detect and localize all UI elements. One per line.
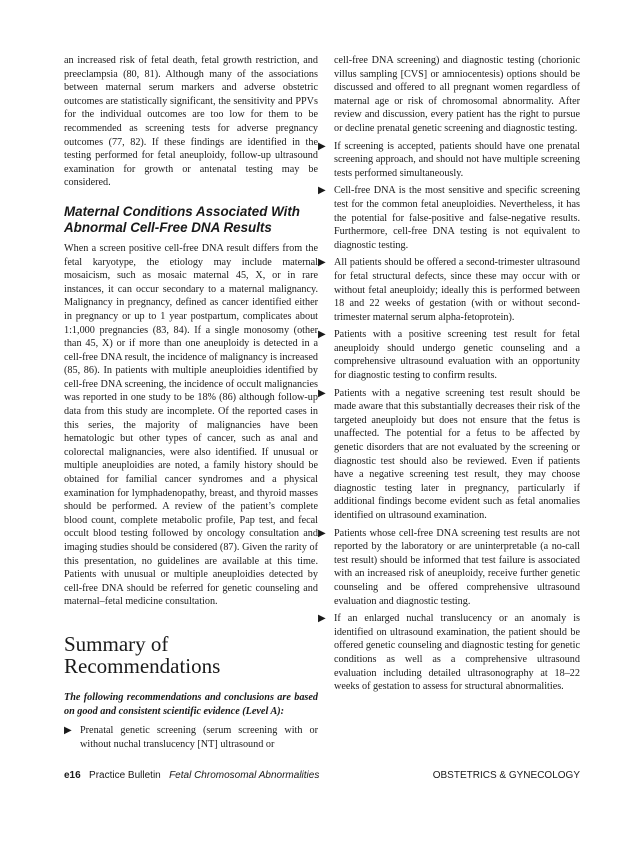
section-heading-maternal-conditions: Maternal Conditions Associated With Abnormal Cell-Free DNA Results (64, 203, 300, 235)
recommendation-item (318, 184, 580, 252)
recommendation-item (318, 387, 580, 523)
recommendation-text: Cell-free DNA is the most sensitive and specific screening test for the common fetal aneuploidies. Nevertheless, it has the potential for false-positive and false-negative results. Furthermore, cell-free DNA testing is not equivalent to diagnostic testing. (334, 185, 580, 251)
page-number: e16 (64, 770, 81, 781)
recommendation-text: Prenatal genetic screening (serum screening with or without nuchal translucency [NT] ultrasound or (80, 725, 318, 750)
recommendation-text: Patients whose cell-free DNA screening test results are not reported by the laboratory or are uninterpretable (a no-call test result) should be informed that test failure is associated with an increased risk of aneuploidy, receive further genetic counseling and be offered comprehensive ultrasound evaluation and diagnostic testing. (334, 527, 580, 607)
recommendation-text: All patients should be offered a second-trimester ultrasound for fetal structural defects, since these may occur with or without fetal aneuploidy; ideally this is performed between 18 and 22 weeks of gestation (with or without second-trimester maternal serum alpha-fetoprotein). (334, 257, 580, 323)
body-paragraph: When a screen positive cell-free DNA result differs from the fetal karyotype, the etiology may include maternal mosaicism, such as mosaic maternal 45, X, or in rare instances, it can occur secondary to a maternal malignancy. Malignancy in pregnancy, defined as cancer identified either in pregnancy or up to 1 year postpartum, complicates about 1:1,000 pregnancies (83, 84). If a single monosomy (other than 45, X) or if more than one aneuploidy is detected in a cell-free DNA result, the incidence of malignancy is increased (85, 86). In patients with multiple aneuploidies identified by cell-free DNA screening, the incidence of occult malignancies was reported in one study to be 18% (86) although follow-up data from this study are incomplete. Of the reported cases in this series, the majority of malignancies have been hematologic but other types of cancer, such as anal and colorectal malignancies, were also identified. If unusual or multiple aneuploidies are noted, a family history should be obtained for familial cancer syndromes and a physical examination for lymphadenopathy, breast, and thyroid masses should be performed. A review of the patient’s complete blood count, complete metabolic profile, Pap test, and fecal occult blood testing followed by oncology consultation and imaging studies should be considered (87). Given the rarity of this presentation, no guidelines are available at this time. Patients with unusual or multiple aneuploidies detected by cell-free DNA should be referred for genetic counseling and maternal–fetal medicine consultation. (64, 242, 318, 608)
recommendation-item (318, 527, 580, 609)
section-heading-summary: Summary of Recommendations (64, 631, 221, 678)
recommendation-item (318, 328, 580, 382)
left-column (64, 54, 318, 755)
recommendation-continuation: cell-free DNA screening) and diagnostic testing (chorionic villus sampling [CVS] or amniocentesis) options should be discussed and offered to all pregnant women regardless of maternal age or risk of chromosomal abnormality. After review and discussion, every patient has the right to pursue or decline prenatal genetic screening and diagnostic testing. (334, 55, 580, 134)
recommendation-item (64, 724, 318, 751)
footer-series: Practice Bulletin (89, 770, 161, 781)
triangle-bullet-icon: ▶ (318, 613, 326, 625)
recommendation-text: Patients with a negative screening test result should be made aware that this substantially decreases their risk of the targeted aneuploidy but does not ensure that the fetus is unaffected. The potential for a fetus to be affected by genetic disorders that are not evaluated by the screening or diagnostic test should also be reviewed. Even if patients have a negative screening test result, they may choose diagnostic testing later in pregnancy, particularly if additional findings become evident such as fetal anomalies identified on ultrasound examination. (334, 387, 580, 521)
triangle-bullet-icon: ▶ (318, 527, 326, 539)
recommendation-item (318, 256, 580, 324)
recommendation-text: If an enlarged nuchal translucency or an anomaly is identified on ultrasound examination, the patient should be offered genetic counseling and diagnostic testing for genetic conditions as well as a comprehensive ultrasound evaluation including detailed ultrasonography at 18–22 weeks of gestation to assess for structural abnormalities. (334, 613, 580, 693)
footer-title: Fetal Chromosomal Abnormalities (169, 770, 320, 781)
triangle-bullet-icon: ▶ (318, 329, 326, 341)
footer-left (64, 770, 319, 781)
triangle-bullet-icon: ▶ (318, 387, 326, 399)
triangle-bullet-icon: ▶ (318, 257, 326, 269)
recommendations-intro: The following recommendations and conclusions are based on good and consistent scientific evidence (Level A): (64, 691, 318, 717)
page-footer (64, 770, 580, 781)
journal-name: OBSTETRICS & GYNECOLOGY (432, 770, 580, 781)
triangle-bullet-icon: ▶ (318, 140, 326, 152)
recommendation-item (318, 612, 580, 694)
recommendation-text: Patients with a positive screening test result for fetal aneuploidy should undergo genetic counseling and a comprehensive ultrasound evaluation with an opportunity for diagnostic testing to confirm results. (334, 329, 580, 382)
recommendation-text: If screening is accepted, patients should have one prenatal screening approach, and should not have multiple screening tests performed simultaneously. (334, 140, 580, 179)
triangle-bullet-icon: ▶ (318, 185, 326, 197)
recommendation-item (318, 140, 580, 181)
body-paragraph: an increased risk of fetal death, fetal growth restriction, and preeclampsia (80, 81). Although many of the associations between maternal serum markers and adverse obstetric outcomes are statistically significant, the sensitivity and PPVs for the individual outcomes are too low for them to be recommended as screening tests for adverse pregnancy outcomes (77, 82). If these findings are identified in the testing performed for fetal aneuploidy, follow-up ultrasound examination for growth or antenatal testing may be considered. (64, 55, 318, 189)
triangle-bullet-icon: ▶ (64, 725, 72, 737)
right-column (318, 54, 580, 698)
